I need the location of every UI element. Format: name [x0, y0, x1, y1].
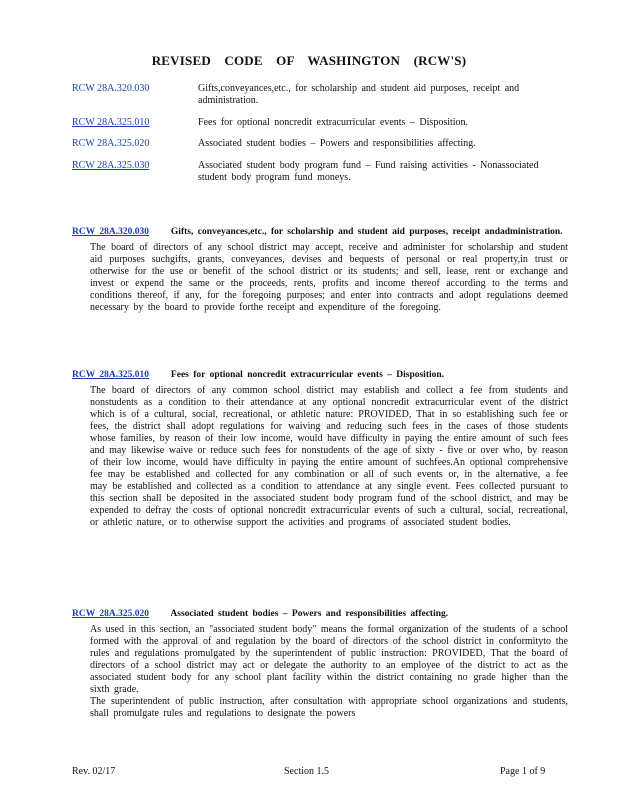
- section-heading: [72, 226, 572, 238]
- section-code-link[interactable]: RCW 28A.320.030: [72, 227, 150, 237]
- section-title: Fees for optional noncredit extracurricular events – Disposition.: [170, 370, 445, 380]
- page-title: REVISED CODE OF WASHINGTON (RCW'S): [151, 53, 467, 68]
- section-code-link[interactable]: RCW 28A.325.020: [72, 609, 150, 619]
- section-body-continued: The superintendent of public instruction, after consultation with appropriate school organizations and students, shall promulgate rules and regulations to designate the powers: [90, 696, 568, 719]
- section-heading: [72, 369, 572, 381]
- revision-date: Rev. 02/17: [72, 766, 116, 777]
- section-28a-325-020: [72, 608, 572, 720]
- table-of-contents: [72, 83, 552, 193]
- section-code-link[interactable]: RCW 28A.325.010: [72, 370, 150, 380]
- toc-description: Associated student bodies – Powers and responsibilities affecting.: [198, 138, 476, 149]
- toc-row: [72, 83, 552, 107]
- section-number: Section 1.5: [284, 766, 329, 777]
- section-title: Associated student bodies – Powers and responsibilities affecting.: [170, 609, 449, 619]
- toc-row: [72, 138, 552, 150]
- section-body: The board of directors of any common school district may establish and collect a fee from students and nonstudents as a condition to their attendance at any optional noncredit extracurricular event of the district which is of a cultural, social, recreational, or athletic nature: PROVIDED, That in so establishing such fee or fees, the district shall adopt regulations for waiving and reducing such fees in the cases of those students whose families, by reason of their low income, would have difficulty in paying the entire amount of such fees and may likewise waive or reduce such fees for nonstudents of the age of sixty - five or over who, by reason of their low income, would have difficulty in paying the entire amount of suchfees.An optional comprehensive fee may be established and collected for any combination or all of such events or, in the alternative, a fee may be established and collected as a condition to attendance at any single event. Fees collected pursuant to this section shall be deposited in the associated student body program fund of the school district, and may be expended to defray the costs of optional noncredit extracurricular events of such a cultural, social, recreational, or athletic nature, or to otherwise support the activities and programs of associated student bodies.: [90, 385, 568, 528]
- toc-description: Fees for optional noncredit extracurricular events – Disposition.: [198, 116, 469, 128]
- toc-link-28a-325-010[interactable]: RCW 28A.325.010: [72, 116, 150, 128]
- section-title: Gifts, conveyances,etc., for scholarship and student aid purposes, receipt andadministration.: [170, 227, 563, 237]
- toc-link-28a-325-020[interactable]: RCW 28A.325.020: [72, 138, 150, 149]
- section-28a-320-030: [72, 226, 572, 314]
- toc-description: Gifts,conveyances,etc., for scholarship and student aid purposes, receipt and administration.: [198, 83, 520, 106]
- toc-link-28a-320-030[interactable]: RCW 28A.320.030: [72, 83, 150, 94]
- section-body: As used in this section, an "associated student body" means the formal organization of the students of a school formed with the approval of and regulation by the board of directors of the school district in conformityto the rules and regulations promulgated by the superintendent of public instruction: PROVIDED, That the board of directors of a school district may act or delegate the authority to an employee of the district to act as the associated student body for any school plant facility within the district containing no grade higher than the sixth grade.: [90, 624, 568, 695]
- toc-row: [72, 117, 552, 129]
- section-28a-325-010: [72, 369, 572, 529]
- toc-link-28a-325-030[interactable]: RCW 28A.325.030: [72, 159, 150, 171]
- toc-description: Associated student body program fund – Fund raising activities - Nonassociated student body program fund moneys.: [198, 159, 539, 183]
- section-heading: [72, 608, 572, 620]
- section-body: The board of directors of any school district may accept, receive and administer for scholarship and student aid purposes suchgifts, grants, conveyances, devises and bequests of personal or real property,in trust or otherwise for the use or benefit of the school district or its students; and sell, lease, rent or exchange and invest or expend the same or the proceeds, rents, profits and income thereof according to the terms and conditions thereof, if any, for the foregoing purposes; and enter into contracts and adopt regulations deemed necessary by the board to provide forthe receipt and expenditure of the foregoing.: [90, 242, 568, 313]
- page-number: Page 1 of 9: [500, 766, 546, 777]
- toc-row: [72, 160, 552, 184]
